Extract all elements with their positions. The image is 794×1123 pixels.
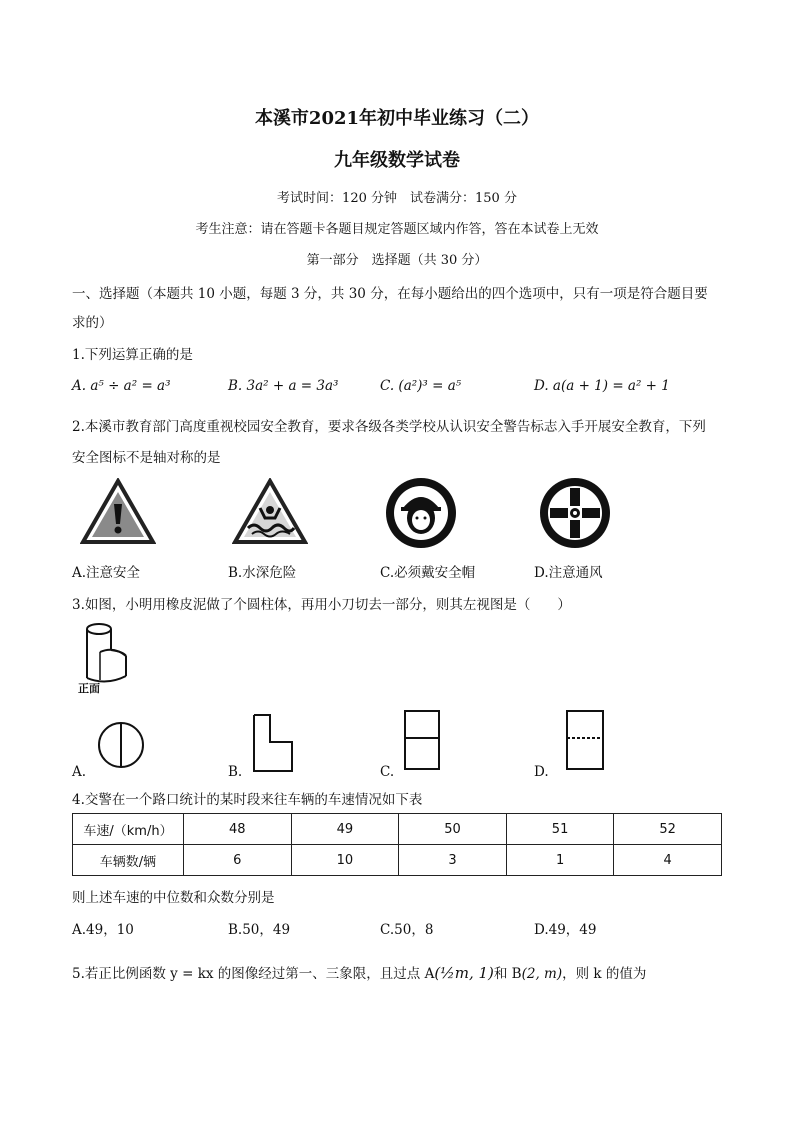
page-title: 本溪市2021年初中毕业练习（二） [254,108,540,129]
section-intro-line2: 求的） [72,315,113,331]
q2-stem-line1: 2.本溪市教育部门高度重视校园安全教育，要求各级各类学校从认识安全警告标志入手开展安全教育，下列 [72,419,706,435]
q2-stem-line2: 安全图标不是轴对称的是 [72,450,221,466]
table-cell: 50 [399,814,507,845]
q1-option-a: A. a⁵ ÷ a² = a³ [72,378,171,394]
table-cell: 6 [184,845,292,876]
section-intro-line1: 一、选择题（本题共 10 小题，每题 3 分，共 30 分，在每小题给出的四个选项中，只有一项是符合题目要 [72,286,708,302]
q3-option-b: B. [228,764,243,780]
q1-option-c: C. (a²)³ = a⁵ [380,378,462,394]
q3-option-d-figure [564,708,606,772]
table-row-header: 车速/（km/h） [73,814,184,845]
cut-cylinder-figure [74,618,134,684]
q2-option-b: B.水深危险 [228,565,297,581]
q3-option-a: A. [72,764,87,780]
q4-stem: 4.交警在一个路口统计的某时段来往车辆的车速情况如下表 [72,792,423,808]
part-heading: 第一部分 选择题（共 30 分） [306,253,488,268]
q3-stem: 3.如图，小明用橡皮泥做了个圆柱体，再用小刀切去一部分，则其左视图是（ ） [72,597,571,613]
q3-option-c-figure [402,708,442,772]
q5-stem [72,962,646,982]
q5-stem-post: ，则 k 的值为 [562,966,647,982]
table-row [73,814,722,845]
q2-option-a: A.注意安全 [72,565,141,581]
table-cell: 48 [184,814,292,845]
safety-helmet-sign-icon [384,476,458,550]
front-view-label: 正面 [78,682,100,695]
table-cell: 52 [614,814,722,845]
q2-option-d: D.注意通风 [534,565,603,581]
q3-option-a-figure [96,720,146,770]
deep-water-sign-icon [232,478,308,546]
q4-question: 则上述车速的中位数和众数分别是 [72,890,275,906]
q1-stem: 1.下列运算正确的是 [72,347,193,363]
ventilation-sign-icon [538,476,612,550]
q5-stem-pre: 5.若正比例函数 y = kx 的图像经过第一、三象限，且过点 A [72,966,435,982]
table-cell: 1 [506,845,614,876]
q3-option-c: C. [380,764,395,780]
table-cell: 4 [614,845,722,876]
q4-option-b: B.50，49 [228,922,291,938]
table-cell: 51 [506,814,614,845]
table-cell: 3 [399,845,507,876]
warning-sign-icon [80,478,156,546]
q4-option-a: A.49，10 [72,922,134,938]
q3-option-b-figure [250,712,296,774]
q1-option-b: B. 3a² + a = 3a³ [228,378,339,394]
table-row-header: 车辆数/辆 [73,845,184,876]
speed-table [72,813,722,876]
q2-option-c: C.必须戴安全帽 [380,565,476,581]
table-row [73,845,722,876]
q5-point-b: (2, m) [521,966,563,982]
table-cell: 49 [291,814,399,845]
q1-option-d: D. a(a + 1) = a² + 1 [534,378,670,394]
q4-option-d: D.49，49 [534,922,597,938]
page-subtitle: 九年级数学试卷 [334,150,460,171]
exam-notice: 考生注意：请在答题卡各题目规定答题区域内作答，答在本试卷上无效 [195,222,599,237]
q5-stem-mid: 和 B [493,966,522,982]
q3-option-d: D. [534,764,549,780]
exam-info: 考试时间：120 分钟 试卷满分：150 分 [277,191,517,206]
q4-option-c: C.50，8 [380,922,434,938]
table-cell: 10 [291,845,399,876]
q5-point-a: (½m, 1) [434,964,494,982]
